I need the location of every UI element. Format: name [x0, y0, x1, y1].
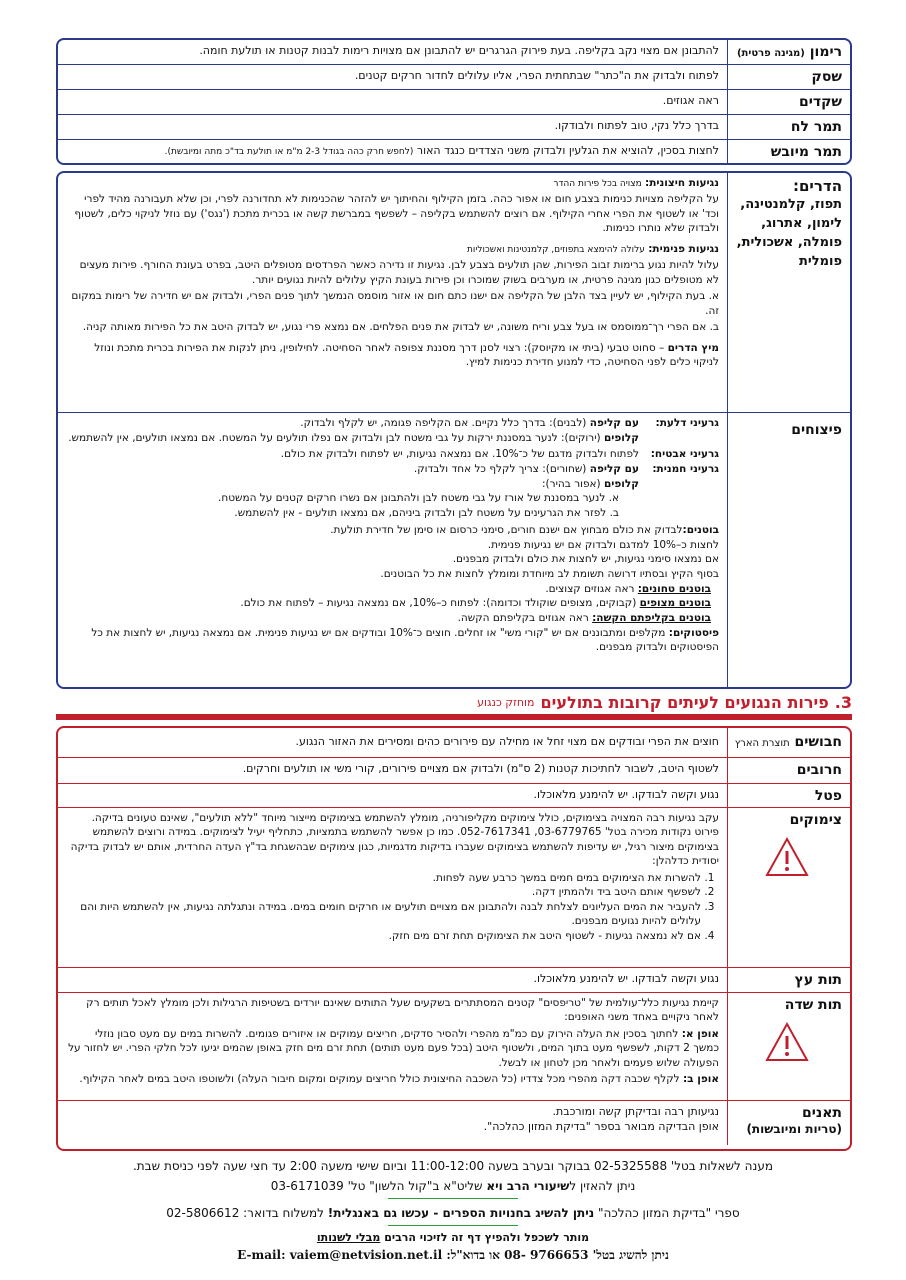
label-note: (טריות ומיובשות): [746, 1122, 842, 1137]
section-number: 3.: [834, 692, 852, 712]
method-a-text: לחתוך בסכין את העלה הירוק עם כמ"מ מהפרי ולהסיר סדקים, חריצים עמוקים או איזורים פגומים. להשרות במים עם מעט סבון נוזלי כמשך 2 דקות, לשפשף מעט בתוך המים, ולשטוף היטב (בכל פעם מעט תותים) תחת זרם מים חזק באופן שהמים יגיעו לכל חלקי הפרי. יש לחזור על הפעולה שלוש פעמים ולאחר מכן לטחון או לבשל.: [68, 1027, 719, 1069]
int-note: עלולה להימצא בתפוזים, קלמנטינות ואשכוליות: [467, 244, 645, 255]
citrus-items: תפוז, קלמנטינה, לימון, אתרוג, פומלה, אשכולית, פומלית: [736, 197, 842, 269]
infested-fruits-table: [56, 726, 852, 1151]
warning-icon: [732, 836, 842, 878]
pumpkin-peeled-text: לנער במסננת ירקות על גבי משטח לבן ולבדוק אם נפלו תולעים על המשטח. אם נמצאו תולעים, אין להשתמש.: [68, 431, 558, 444]
pumpkin-shell-label: עם קליפה: [589, 417, 639, 429]
row-almonds: [58, 90, 850, 115]
pistachio-text: מקלפים ומתבוננים אם יש "קורי משי" או זחלים. חוצים כ־10% ובודקים אם יש נגיעות פנימית. אם נמצאה נגיעות, יש לחצות את כל הפיסטוקים ולבדוק מבפנים.: [91, 626, 719, 654]
row-content: [58, 1101, 728, 1145]
int-a: א. בעת הקילוף, יש לעיין בצד הלבן של הקליפה אם ישנו כתם חום או אזור מוסמס הנמשך לתוך פנים הפרי, ולבדוק אם יש חדירה של רימות במקום זה.: [71, 290, 719, 317]
ground-title: בוטנים טחונים:: [637, 582, 711, 595]
raisins-step: 3. להעביר את המים העליונים לצלחת לבנה ולהתבונן אם מצויים תולעים או חרקים חומים במים. במידה ונתגלתה נגיעות, אין להשתמש היות והם עלולים להיות נגועים מבפנים.: [66, 900, 701, 929]
sunflower-a: א. לנער במסננת של אורז על גבי משטח לבן ולהתבונן אם נשרו חרקים קטנים על המשטח.: [218, 492, 619, 505]
nuts-label: פיצוחים: [791, 422, 842, 438]
row-citrus: [58, 173, 850, 413]
row-label: תות עץ: [794, 972, 842, 988]
row-figs: [58, 1101, 850, 1145]
row-label: [728, 808, 850, 967]
ext-title: נגיעות חיצונית:: [645, 177, 719, 189]
row-raspberry: [58, 784, 850, 808]
sunflower-shell-note: (שחורים):: [542, 463, 587, 476]
citrus-title: הדרים:: [792, 177, 842, 195]
raisins-intro: עקב נגיעות רבה המצויה בצימוקים, כולל צימוקים מקליפורניה, מומלץ להשתמש בצימוקים מייצור מיוחד "ללא תולעים", שאינם טעונים בדיקה. פירוט נקודות מכירה בטל' 03-6779765, 052-7617341. כמו כן אפשר להשתמש בתמציות, כתחליף יעיל לצימוקים. במידה ורוצים להשתמש בצימוקים מיצור רגיל, יש עדיפות להשתמש בצימוקים שעברו בדיקות מדגמיות, כגון צימוקים שבהשגחת בד"ץ העדה החרדית, אותם יש לבדוק בדיקה יסודית כדלהלן:: [70, 812, 719, 868]
int-b: ב. אם הפרי רך־ממוסמס או בעל צבע וריח משונה, יש לבדוק את פנים הפלחים. אם נמצא פרי נגוע, יש לבדוק היטב את כל הפירות מאותה קניה.: [82, 321, 719, 334]
row-pomegranate: [58, 40, 850, 65]
label-text: רימון: [809, 44, 842, 60]
method-b-text: לקלף שכבה דקה מהפרי מכל צדדיו (כל השכבה החיצונית כולל חריצים עמוקים ומקום חיבור העלה) ולשוטפו היטב במים לאחר הקילוף.: [79, 1073, 680, 1086]
footer-divider: [388, 1198, 518, 1199]
section-3-heading: [56, 694, 852, 712]
peanuts-line-4: בסוף הקיץ ובסתיו דרושה תשומת לב מיוחדת ומומלץ לחצות את כל הבוטנים.: [380, 567, 719, 580]
row-strawberry: [58, 993, 850, 1101]
ground-text: ראה אגוזים קצוצים.: [545, 582, 635, 595]
label-text: תאנים: [802, 1105, 842, 1121]
peanuts-line-2: לחצות כ–10% למדגם ולבדוק אם יש נגיעות פנימית.: [487, 538, 719, 551]
row-label: [728, 993, 850, 1100]
line2-post: שליט"א ב"קול הלשון" טל' 03-6171039: [270, 1179, 487, 1193]
row-label: [728, 728, 850, 757]
label-text: תות שדה: [784, 997, 842, 1013]
row-content: ראה אגוזים.: [58, 90, 728, 114]
method-b-label: אופן ב:: [682, 1073, 719, 1086]
row-content: לשטוף היטב, לשבור לחתיכות קטנות (2 ס"מ) ולבדוק אם מצויים פירורים, קורי משי או תולעים וחרקים.: [58, 758, 728, 783]
line3-post: למשלוח בדואר: 02-5806612: [166, 1206, 328, 1220]
footer-line-1: מענה לשאלות בטל' 02-5325588 בבוקר ובערב בשעה 11:00-12:00 וביום שישי משעה 2:00 עד חצי שעה לפני כניסת שבת.: [132, 1159, 773, 1173]
line2-pre: ניתן להאזין ל: [569, 1179, 636, 1193]
ext-text: על הקליפה מצויות כנימות בצבע חום או אפור כהה. בזמן הקילוף והחיתוך יש להזהר שהכנימות לא תחדורנה לפרי, וכן שלא תעבורנה מהיד לפרי וכד' או לשטוף את הפרי אחרי הקילוף. אם רוצים להשתמש בקליפה – לשפשף במברשת קשה או בכרית מתכת ('נגס') עם נוזל לניקוי כלים, לשטוף ולבדוק שלא נותרו כנימות.: [74, 193, 719, 235]
peanuts-text: לבדוק את כולם מבחוץ אם ישנם חורים, סימני כרסום או סימן של חדירת תולעת.: [330, 523, 683, 536]
footer-line-4: [40, 1230, 866, 1245]
line2-bold: שיעורי הרב ויא: [486, 1179, 570, 1193]
raisins-step: 2. לשפשף אותם היטב ביד ולהמתין דקה.: [66, 885, 701, 899]
row-label: פטל: [814, 788, 842, 804]
method-a-label: אופן א:: [681, 1027, 719, 1040]
section-divider: [56, 714, 852, 720]
footer-line-2: [40, 1178, 866, 1195]
warning-icon: [732, 1021, 842, 1063]
coated-text: (קבוקים, מצופים שוקולד וכדומה): לפתוח כ–10%, אם נמצאה נגיעות – לפתוח את כולם.: [240, 597, 637, 610]
section-subtitle: מוחזק כנגוע: [477, 696, 535, 710]
row-content: [58, 993, 728, 1100]
juice-title: מיץ הדרים: [667, 341, 719, 354]
row-content: חוצים את הפרי ובודקים אם מצוי זחל או מחילה עם פירורים כהים ומסירים את האזור הנגוע.: [58, 728, 728, 757]
row-quince: [58, 728, 850, 758]
pumpkin-shell-text: בדרך כלל נקיים. אם הקליפה פגומה, יש לקלף ולבדוק.: [300, 417, 546, 429]
sunflower-b: ב. לפזר את הגרעינים על משטח לבן ולבדוק ביניהם, אם נמצאו תולעים - אין להשתמש.: [234, 507, 619, 520]
label-note: תוצרת הארץ: [734, 738, 790, 749]
row-content: [58, 140, 728, 163]
sunflower-shell-label: עם קליפה: [589, 463, 639, 476]
row-raisins: [58, 808, 850, 968]
line4-underline: מבלי לשנותו: [316, 1231, 381, 1244]
citrus-content: [58, 173, 728, 412]
row-label: שסק: [811, 69, 842, 85]
row-content: נגוע וקשה לבודקו. יש להימנע מלאוכלו.: [58, 968, 728, 992]
label-note: (מגינה פרטית): [736, 48, 805, 59]
pumpkin-peeled-note: (ירוקים):: [561, 431, 601, 444]
row-label: תמר מיובש: [770, 144, 842, 160]
peanuts-title: בוטנים:: [682, 523, 719, 536]
citrus-nuts-table: [56, 171, 852, 689]
row-content: להתבונן אם מצוי נקב בקליפה. בעת פירוק הגרגרים יש להתבונן אם מצויות רימות לבנות קטנות או תולעת חומה.: [58, 40, 728, 64]
row-content: בדרך כלל נקי, טוב לפתוח ולבודקו.: [58, 115, 728, 139]
sunflower-title: גרעיני חמנית:: [652, 463, 719, 476]
line3-pre: ספרי "בדיקת המזון כהלכה": [594, 1206, 740, 1220]
figs-line-2: אופן הבדיקה מבואר בספר "בדיקת המזון כהלכה".: [483, 1120, 719, 1134]
pumpkin-title: גרעיני דלעת:: [655, 417, 719, 429]
ext-note: מצויה בכל פירות ההדר: [553, 179, 642, 189]
label-text: חבושים: [794, 734, 842, 750]
figs-line-1: נגיעותן רבה ובדיקתן קשה ומורכבת.: [552, 1105, 719, 1118]
juice-text: – סחוט טבעי (ביתי או מקיוסק): רצוי לסנן דרך מסננת צפופה לאחר הסחיטה. לחילופין, ניתן לנקות את הפירות בכרית מתכת ונוזל לניקוי כלים לפני הסחיטה, כדי למנוע חדירת כנימות למיץ.: [94, 341, 719, 369]
peanuts-line-3: אם נמצאו סימני נגיעות, יש לחצות את כולם ולבדוק מבפנים.: [452, 553, 719, 566]
line4-pre: מותר לשכפל ולהפיץ דף זה לזיכוי הרבים: [380, 1231, 590, 1244]
row-content: לפתוח ולבדוק את ה"כתר" שבתחתית הפרי, אליו עלולים לחדור חרקים קטנים.: [58, 65, 728, 89]
label-text: צימוקים: [789, 812, 842, 828]
hard-title: בוטנים בקליפתם הקשה:: [592, 611, 711, 624]
raisins-step: 1. להשרות את הצימוקים במים חמים במשך כרבע שעה לפחות.: [66, 871, 701, 885]
footer-line-5: ניתן להשיג בטל' 9766653 -08 או בדוא"ל: E-mail: vaiem@netvision.net.il: [237, 1248, 669, 1262]
nuts-content: [58, 413, 728, 687]
melon-text: לפתוח ולבדוק מדגם של כ־10%. אם נמצאה נגיעות, יש לפתוח ולבדוק את כולם.: [280, 448, 639, 461]
section-title: פירות הנגועים לעיתים קרובות בתולעים: [540, 692, 829, 712]
int-text: עלול להיות נגוע ברימות זבוב הפירות, שהן תולעים בצבע לבן. נגיעות זו נדירה כאשר הפרדסים מטופלים היטב, בפרט בעונת החורף. פירות מעצים לא מטופלים כגון מגינה פרטית, או מערבים בשוק שמוכרו וכן פירות בעונת הקיץ עלולים להיות נגועים יותר.: [79, 259, 719, 286]
raisins-steps: [66, 871, 719, 943]
line3-bold: ניתן להשיג בחנויות הספרים - עכשו גם באנגלית!: [327, 1206, 595, 1220]
strawberry-intro: קיימת נגיעות כלל־עולמית של "טריפסים" קטנים המסתתרים בשקעים שעל התותים שאינם יורדים בשטיפות הרגילות ולכן מומלץ לאכל תותים רק לאחר ניקויים באחד משני האופנים:: [86, 997, 719, 1024]
row-nuts: [58, 413, 850, 687]
row-label: שקדים: [798, 94, 842, 110]
row-content: [58, 808, 728, 967]
row-label: [728, 1101, 850, 1145]
int-title: נגיעות פנימית:: [648, 242, 719, 255]
top-fruits-table: [56, 38, 852, 165]
citrus-label: [728, 173, 850, 412]
raisins-step: 4. אם לא נמצאה נגיעות - לשטוף היטב את הצימוקים תחת זרם מים חזק.: [66, 929, 701, 943]
pumpkin-peeled-label: קלופים: [604, 431, 639, 444]
row-content: נגוע וקשה לבודקו. יש להימנע מלאוכלו.: [58, 784, 728, 807]
row-label: תמר לח: [790, 119, 842, 135]
row-text: לחצות בסכין, להוציא את הגלעין ולבדוק משני הצדדים כנגד האור: [416, 144, 719, 157]
pistachio-title: פיסטוקים:: [668, 626, 719, 639]
row-mulberry: [58, 968, 850, 993]
hard-text: ראה אגוזים בקליפתם הקשה.: [457, 611, 589, 624]
sunflower-peeled-label: קלופים: [604, 477, 639, 490]
row-dried-date: [58, 140, 850, 163]
row-note: (לחפש חרק כהה בגודל 2-3 מ"מ או תולעת בד"כ מתה ומיובשת).: [164, 147, 414, 157]
melon-title: גרעיני אבטיח:: [650, 448, 719, 461]
row-loquat: [58, 65, 850, 90]
sunflower-shell-text: צריך לקלף כל אחד ולבדוק.: [413, 463, 539, 476]
footer-line-3: [40, 1205, 866, 1222]
footer-divider: [388, 1225, 518, 1226]
pumpkin-shell-note: (לבנים):: [549, 417, 587, 429]
sunflower-peeled-note: (אפור בהיר):: [542, 477, 601, 490]
row-label: חרובים: [796, 762, 842, 778]
row-fresh-date: [58, 115, 850, 140]
coated-title: בוטנים מצופים: [639, 597, 711, 610]
row-carob: [58, 758, 850, 784]
row-label: [728, 40, 850, 64]
